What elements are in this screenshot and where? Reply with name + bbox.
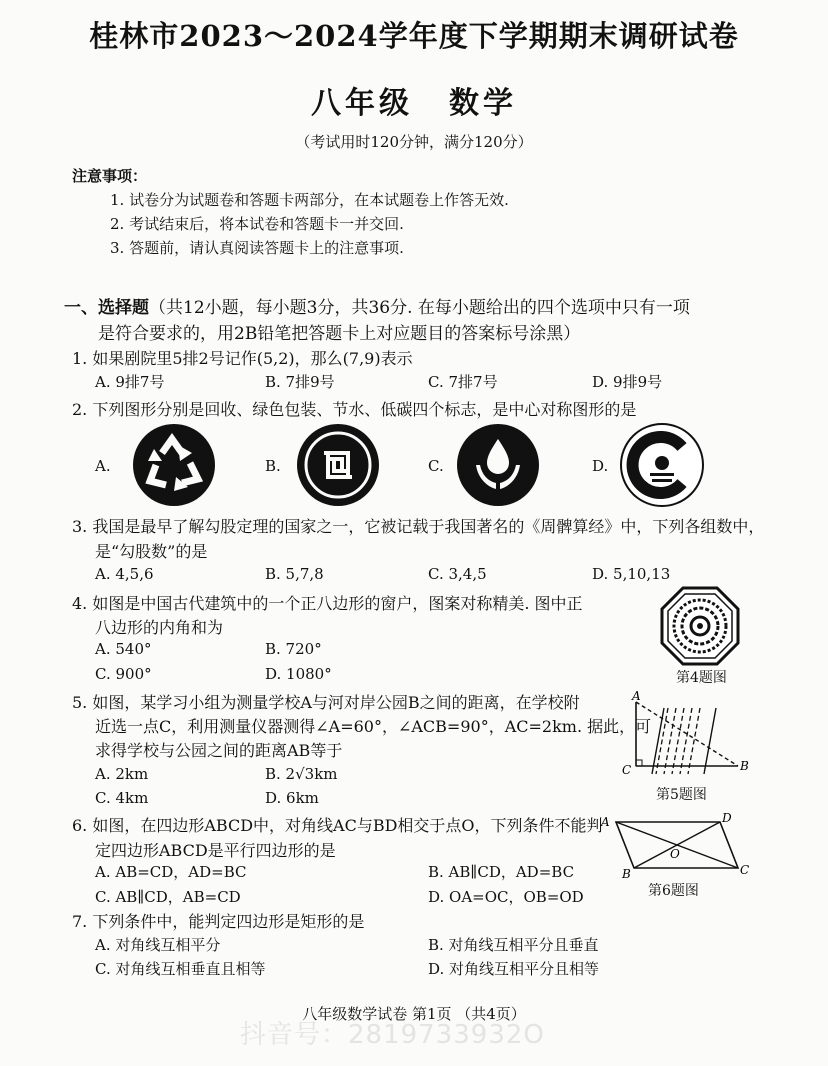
q1-stem: 1. 如果剧院里5排2号记作(5,2)，那么(7,9)表示 [72, 349, 413, 368]
green-package-icon [296, 423, 380, 507]
q5-caption: 第5题图 [656, 787, 707, 803]
subject-label: 数学 [449, 86, 517, 121]
q6-caption: 第6题图 [648, 883, 699, 899]
q2-stem: 2. 下列图形分别是回收、绿色包装、节水、低碳四个标志，是中心对称图形的是 [72, 400, 637, 419]
notice-heading: 注意事项： [72, 167, 148, 185]
q6-label-c: C [740, 863, 750, 877]
q6-option-d: D. OA=OC，OB=OD [428, 888, 584, 906]
q7-option-b: B. 对角线互相平分且垂直 [428, 936, 599, 954]
q5-label-c: C [622, 763, 632, 777]
q4-option-b: B. 720° [265, 640, 322, 658]
q1-option-b: B. 7排9号 [265, 373, 335, 391]
q7-option-d: D. 对角线互相平分且相等 [428, 960, 600, 978]
q6-stem-line2: 定四边形ABCD是平行四边形的是 [95, 841, 336, 860]
q5-option-d: D. 6km [265, 789, 319, 807]
notice-item-1: 1. 试卷分为试题卷和答题卡两部分，在本试题卷上作答无效. [110, 191, 509, 209]
q3-option-c: C. 3,4,5 [428, 565, 487, 583]
page-footer: 八年级数学试卷 第1页 （共4页） [302, 1005, 526, 1023]
q5-label-b: B [740, 759, 749, 773]
q7-option-c: C. 对角线互相垂直且相等 [95, 960, 266, 978]
q2-option-b: B. [265, 457, 281, 475]
q4-option-c: C. 900° [95, 665, 152, 683]
notice-item-3: 3. 答题前，请认真阅读答题卡上的注意事项. [110, 239, 404, 257]
q4-stem-line2: 八边形的内角和为 [95, 618, 224, 637]
q3-stem-line1: 3. 我国是最早了解勾股定理的国家之一，它被记载于我国著名的《周髀算经》中，下列各组数中， [72, 517, 765, 536]
notice-item-2: 2. 考试结束后，将本试卷和答题卡一并交回. [110, 215, 404, 233]
grade-label: 八年级 [311, 86, 413, 121]
q5-stem-line1: 5. 如图，某学习小组为测量学校A与河对岸公园B之间的距离，在学校附 [72, 693, 580, 712]
q3-option-a: A. 4,5,6 [95, 565, 154, 583]
q4-stem-line1: 4. 如图是中国古代建筑中的一个正八边形的窗户，图案对称精美. 图中正 [72, 594, 583, 613]
section-desc-2: 是符合要求的，用2B铅笔把答题卡上对应题目的答案标号涂黑） [98, 324, 581, 344]
q6-option-c: C. AB∥CD，AB=CD [95, 888, 241, 906]
q2-option-c: C. [428, 457, 444, 475]
q6-option-b: B. AB∥CD，AD=BC [428, 863, 575, 881]
q5-stem-line2: 近选一点C，利用测量仪器测得∠A=60°，∠ACB=90°，AC=2km. 据此，可 [95, 717, 652, 736]
recycle-icon [132, 423, 216, 507]
q4-option-d: D. 1080° [265, 665, 332, 683]
q1-option-a: A. 9排7号 [95, 373, 165, 391]
q5-label-a: A [632, 689, 641, 703]
q2-option-a: A. [95, 457, 111, 475]
q1-option-c: C. 7排7号 [428, 373, 498, 391]
quadrilateral-figure [598, 811, 754, 881]
q7-stem: 7. 下列条件中，能判定四边形是矩形的是 [72, 912, 365, 931]
section-title: 一、选择题 [64, 298, 149, 318]
exam-subtitle [0, 78, 828, 122]
q3-option-b: B. 5,7,8 [265, 565, 324, 583]
q2-option-d: D. [592, 457, 609, 475]
q6-label-b: B [622, 867, 631, 881]
octagon-window-figure [660, 586, 740, 666]
exam-time-note: （考试用时120分钟，满分120分） [295, 133, 533, 151]
q6-label-o: O [670, 847, 680, 861]
section-desc-1: （共12小题，每小题3分，共36分. 在每小题给出的四个选项中只有一项 [149, 298, 690, 318]
q4-caption: 第4题图 [676, 670, 727, 686]
q6-label-a: A [601, 815, 610, 829]
section-heading [64, 293, 690, 318]
river-distance-figure [620, 690, 750, 780]
water-saving-icon [456, 423, 540, 507]
q5-option-c: C. 4km [95, 789, 149, 807]
q3-option-d: D. 5,10,13 [592, 565, 671, 583]
q6-stem-line1: 6. 如图，在四边形ABCD中，对角线AC与BD相交于点O，下列条件不能判 [72, 816, 603, 835]
q6-label-d: D [722, 811, 732, 825]
q3-stem-line2: 是“勾股数”的是 [95, 542, 208, 561]
exam-title: 桂林市2023～2024学年度下学期期末调研试卷 [89, 19, 739, 53]
q5-option-b: B. 2√3km [265, 765, 338, 783]
q4-option-a: A. 540° [95, 640, 152, 658]
q6-option-a: A. AB=CD，AD=BC [95, 863, 247, 881]
low-carbon-icon [620, 423, 704, 507]
watermark: 抖音号：2819733932O [240, 1020, 545, 1050]
q7-option-a: A. 对角线互相平分 [95, 936, 221, 954]
q5-stem-line3: 求得学校与公园之间的距离AB等于 [95, 741, 343, 760]
q1-option-d: D. 9排9号 [592, 373, 663, 391]
q5-option-a: A. 2km [95, 765, 149, 783]
